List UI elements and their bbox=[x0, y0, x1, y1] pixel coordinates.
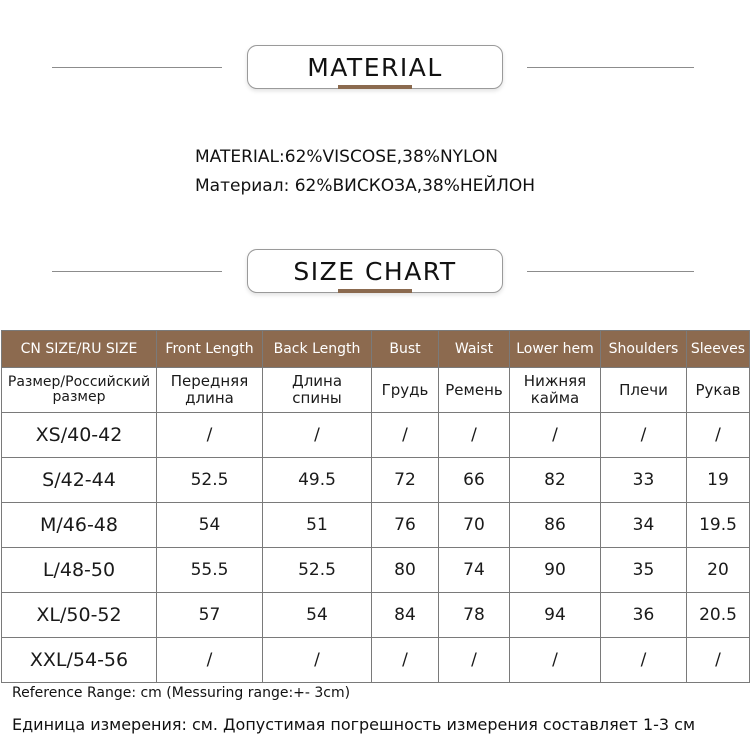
header-line: Нижняя bbox=[523, 372, 587, 390]
header-line: Длина bbox=[291, 372, 343, 390]
heading-accent-bar bbox=[338, 289, 412, 293]
table-cell: 20 bbox=[687, 548, 750, 593]
size-cell: L/48-50 bbox=[2, 548, 157, 593]
table-cell: 19 bbox=[687, 458, 750, 503]
header-line: спины bbox=[292, 389, 342, 407]
table-cell: 78 bbox=[439, 593, 510, 638]
divider-line-right bbox=[527, 67, 694, 68]
header-line: Передняя bbox=[170, 372, 249, 390]
header-line: кайма bbox=[530, 389, 580, 407]
table-cell: 74 bbox=[439, 548, 510, 593]
column-header: CN SIZE/RU SIZE bbox=[2, 331, 157, 368]
reference-range-note-en: Reference Range: cm (Messuring range:+- 3cm) bbox=[12, 685, 351, 701]
table-cell: / bbox=[439, 638, 510, 683]
table-cell: 84 bbox=[372, 593, 439, 638]
column-header-ru bbox=[510, 368, 601, 413]
column-header: Waist bbox=[439, 331, 510, 368]
table-cell: / bbox=[372, 638, 439, 683]
column-header-ru bbox=[439, 368, 510, 413]
size-cell: S/42-44 bbox=[2, 458, 157, 503]
size-cell: XL/50-52 bbox=[2, 593, 157, 638]
table-cell: / bbox=[601, 413, 687, 458]
table-row bbox=[2, 593, 750, 638]
column-header: Back Length bbox=[263, 331, 372, 368]
table-cell: 51 bbox=[263, 503, 372, 548]
header-line: Рукав bbox=[695, 380, 741, 399]
size-chart-section-header bbox=[0, 249, 750, 297]
header-line: Грудь bbox=[381, 380, 429, 399]
column-header-ru bbox=[263, 368, 372, 413]
table-cell: 72 bbox=[372, 458, 439, 503]
table-cell: 80 bbox=[372, 548, 439, 593]
column-header-ru bbox=[2, 368, 157, 413]
table-cell: 70 bbox=[439, 503, 510, 548]
size-cell: M/46-48 bbox=[2, 503, 157, 548]
table-row bbox=[2, 548, 750, 593]
table-cell: 90 bbox=[510, 548, 601, 593]
table-row bbox=[2, 413, 750, 458]
material-composition-ru: Материал: 62%ВИСКОЗА,38%НЕЙЛОН bbox=[195, 176, 536, 196]
table-row bbox=[2, 458, 750, 503]
table-cell: / bbox=[601, 638, 687, 683]
table-cell: 36 bbox=[601, 593, 687, 638]
column-header: Sleeves bbox=[687, 331, 750, 368]
column-header: Front Length bbox=[157, 331, 263, 368]
column-header-ru bbox=[157, 368, 263, 413]
table-cell: 34 bbox=[601, 503, 687, 548]
header-line: длина bbox=[185, 389, 234, 407]
material-heading: MATERIAL bbox=[307, 52, 443, 82]
header-line: Ремень bbox=[445, 380, 503, 399]
table-cell: 94 bbox=[510, 593, 601, 638]
size-chart-heading: SIZE CHART bbox=[293, 256, 457, 286]
table-cell: / bbox=[510, 638, 601, 683]
column-header: Bust bbox=[372, 331, 439, 368]
table-cell: 19.5 bbox=[687, 503, 750, 548]
header-line: Размер/Российский bbox=[7, 374, 151, 390]
table-cell: 76 bbox=[372, 503, 439, 548]
table-cell: 54 bbox=[157, 503, 263, 548]
table-cell: / bbox=[157, 638, 263, 683]
table-cell: 57 bbox=[157, 593, 263, 638]
table-cell: 54 bbox=[263, 593, 372, 638]
table-cell: / bbox=[263, 638, 372, 683]
table-cell: 52.5 bbox=[157, 458, 263, 503]
table-header-row-ru bbox=[2, 368, 750, 413]
column-header: Lower hem bbox=[510, 331, 601, 368]
column-header-ru bbox=[601, 368, 687, 413]
header-line: Плечи bbox=[619, 380, 668, 399]
size-chart-heading-badge bbox=[247, 249, 503, 293]
table-cell: / bbox=[263, 413, 372, 458]
table-cell: 20.5 bbox=[687, 593, 750, 638]
size-chart-table bbox=[1, 330, 750, 683]
table-row bbox=[2, 503, 750, 548]
size-cell: XS/40-42 bbox=[2, 413, 157, 458]
table-cell: / bbox=[157, 413, 263, 458]
heading-accent-bar bbox=[338, 85, 412, 89]
table-cell: / bbox=[687, 638, 750, 683]
table-cell: 82 bbox=[510, 458, 601, 503]
column-header-ru bbox=[687, 368, 750, 413]
table-cell: 55.5 bbox=[157, 548, 263, 593]
table-header-row-en bbox=[2, 331, 750, 368]
table-cell: 33 bbox=[601, 458, 687, 503]
material-heading-badge bbox=[247, 45, 503, 89]
table-cell: / bbox=[687, 413, 750, 458]
column-header: Shoulders bbox=[601, 331, 687, 368]
material-composition-en: MATERIAL:62%VISCOSE,38%NYLON bbox=[195, 147, 499, 167]
table-cell: 52.5 bbox=[263, 548, 372, 593]
table-cell: / bbox=[439, 413, 510, 458]
table-cell: / bbox=[510, 413, 601, 458]
divider-line-left bbox=[52, 67, 222, 68]
material-section-header bbox=[0, 45, 750, 93]
table-cell: / bbox=[372, 413, 439, 458]
header-line: размер bbox=[52, 389, 106, 405]
table-cell: 35 bbox=[601, 548, 687, 593]
divider-line-left bbox=[52, 271, 222, 272]
divider-line-right bbox=[527, 271, 694, 272]
table-cell: 49.5 bbox=[263, 458, 372, 503]
column-header-ru bbox=[372, 368, 439, 413]
table-cell: 66 bbox=[439, 458, 510, 503]
reference-range-note-ru: Единица измерения: см. Допустимая погрешность измерения составляет 1-3 см bbox=[12, 715, 696, 734]
size-cell: XXL/54-56 bbox=[2, 638, 157, 683]
table-row bbox=[2, 638, 750, 683]
table-cell: 86 bbox=[510, 503, 601, 548]
